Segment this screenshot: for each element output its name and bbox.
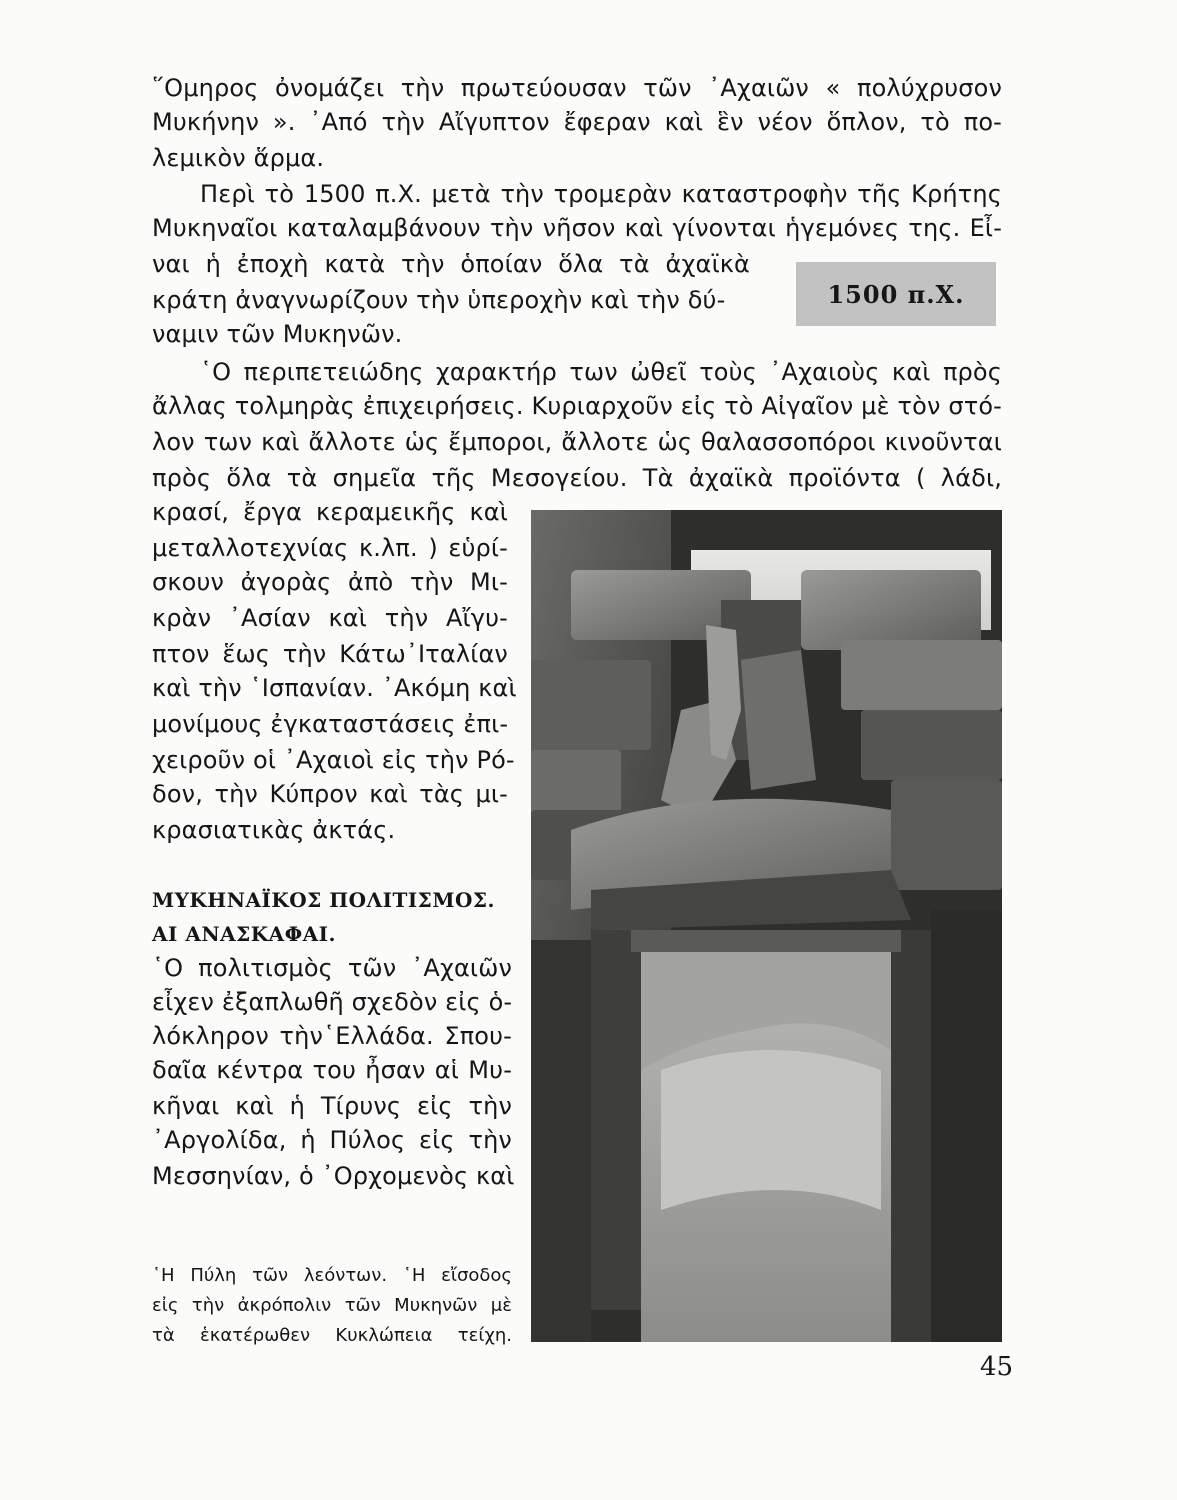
margin-date-text: 1500 π.Χ. [827,279,965,309]
text-line: μεταλλοτεχνίας κ.λπ. ) εὑρί- [152,534,508,562]
text-line: ναι ἡ ἐποχὴ κατὰ τὴν ὁποίαν ὅλα τὰ ἀχαϊκὰ [152,250,750,278]
text-line: Μεσσηνίαν, ὁ ᾿Ορχομενὸς καὶ [152,1162,515,1190]
text-line: κρασί, ἔργα κεραμεικῆς καὶ [152,498,508,526]
text-line: κρὰν ᾿Ασίαν καὶ τὴν Αἴγυ- [152,604,508,632]
caption-line: ῾Η Πύλη τῶν λεόντων. ῾Η εἴσοδος [152,1265,512,1286]
text-line: Περὶ τὸ 1500 π.Χ. μετὰ τὴν τρομερὰν καταστροφὴν τῆς Κρήτης [200,180,1002,208]
text-line: ῾Ο περιπετειώδης χαρακτήρ των ὠθεῖ τοὺς ᾿Αχαιοὺς καὶ πρὸς [200,358,1002,386]
lion-gate-photo [531,510,1002,1342]
text-line: κράτη ἀναγνωρίζουν τὴν ὑπεροχὴν καὶ τὴν δύ- [152,286,726,314]
text-line: ἄλλας τολμηρὰς ἐπιχειρήσεις. Κυριαρχοῦν εἰς τὸ Αἰγαῖον μὲ τὸν στό- [152,392,1002,420]
text-line: ᾿Αργολίδα, ἡ Πύλος εἰς τὴν [152,1126,512,1154]
text-line: δαῖα κέντρα του ἦσαν αἱ Μυ- [152,1056,512,1084]
text-line: μονίμους ἐγκαταστάσεις ἐπι- [152,710,509,738]
text-line: Μυκήνην ». ᾿Από τὴν Αἴγυπτον ἔφεραν καὶ ἓν νέον ὅπλον, τὸ πο- [152,108,1002,136]
caption-line: εἰς τὴν ἀκρόπολιν τῶν Μυκηνῶν μὲ [152,1295,512,1316]
text-line: καὶ τὴν ῾Ισπανίαν. ᾿Ακόμη καὶ [152,674,517,702]
caption-line: τὰ ἑκατέρωθεν Κυκλώπεια τείχη. [152,1325,512,1346]
text-line: κῆναι καὶ ἡ Τίρυνς εἰς τὴν [152,1092,512,1120]
text-line: εἶχεν ἐξαπλωθῆ σχεδὸν εἰς ὁ- [152,988,513,1016]
text-line: δον, τὴν Κύπρον καὶ τὰς μι- [152,780,508,808]
section-heading: ΜΥΚΗΝΑΪΚΟΣ ΠΟΛΙΤΙΣΜΟΣ. [152,888,495,912]
text-line: Μυκηναῖοι καταλαμβάνουν τὴν νῆσον καὶ γίνονται ἡγεμόνες της. Εἶ- [152,214,1002,242]
text-line: ναμιν τῶν Μυκηνῶν. [152,320,403,348]
page-number: 45 [980,1352,1014,1382]
section-subheading: ΑΙ ΑΝΑΣΚΑΦΑΙ. [152,922,336,946]
text-line: χειροῦν οἱ ᾿Αχαιοὶ εἰς τὴν Ρό- [152,746,515,774]
text-line: λεμικὸν ἅρμα. [152,144,325,172]
text-line: πτον ἕως τὴν Κάτω᾿Ιταλίαν [152,640,508,668]
text-line: σκουν ἀγορὰς ἀπὸ τὴν Μι- [152,568,508,596]
text-line: πρὸς ὅλα τὰ σημεῖα τῆς Μεσογείου. Τὰ ἀχαϊκὰ προϊόντα ( λάδι, [152,464,1002,492]
text-line: κρασιατικὰς ἀκτάς. [152,816,396,844]
margin-date-box [796,262,996,326]
text-line: λον των καὶ ἄλλοτε ὡς ἔμποροι, ἄλλοτε ὡς θαλασσοπόροι κινοῦνται [152,428,1002,456]
text-line: ῾Ο πολιτισμὸς τῶν ᾿Αχαιῶν [152,954,512,982]
text-line: ῞Ομηρος ὀνομάζει τὴν πρωτεύουσαν τῶν ᾿Αχαιῶν « πολύχρυσον [152,74,1002,102]
text-line: λόκληρον τὴν῾Ελλάδα. Σπου- [152,1022,512,1050]
